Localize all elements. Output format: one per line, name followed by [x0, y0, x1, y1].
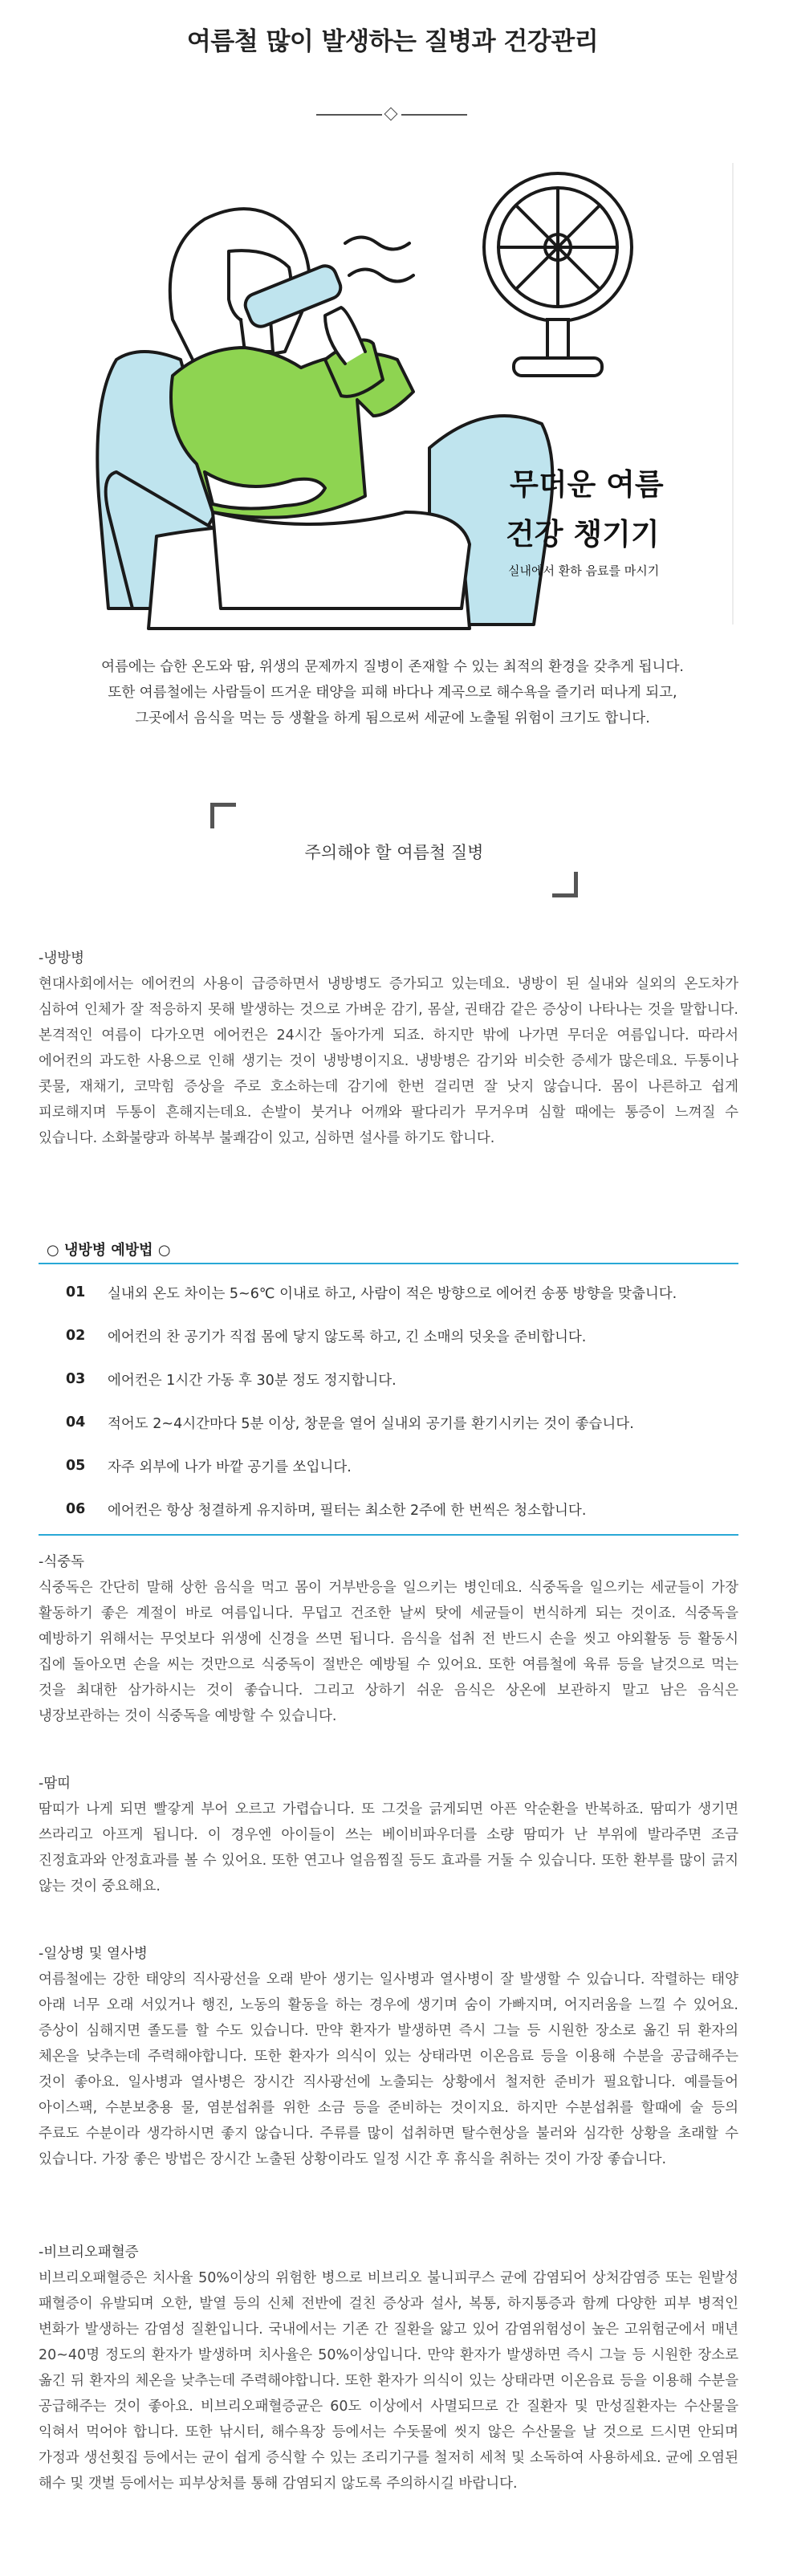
section-body: 비브리오패혈증은 치사율 50%이상의 위험한 병으로 비브리오 불니피쿠스 균에 감염되어 상처감염증 또는 원발성 패혈증이 유발되며 오한, 발열 등의 신체 전반에 걸친 증상과 설사, 복통, 하지통증과 함께 다양한 피부 병적인 변화가 발생하는 감염성 질환입니다. 국내에서는 기존 간 질환을 앓고 있어 감염위험성이 높은 고위험군에서 매년 20~40명 정도의 환자가 발생하며 치사율은 50%이상입니다. 만약 환자가 발생하면 즉시 그늘 등 시원한 장소로 옮긴 뒤 환자의 체온을 낮추는데 주력해야합니다. 또한 환자가 의식이 있는 상태라면 이온음료 등을 이용해 수분을 공급해주는 것이 좋아요. 비브리오패혈증균은 60도 이상에서 사멸되므로 간 질환자 및 만성질환자는 수산물을 익혀서 먹어야 합니다. 또한 낚시터, 해수욕장 등에서는 수돗물에 씻지 않은 수산물을 날 것으로 드시면 안되며 가정과 생선횟집 등에서는 균이 쉽게 증식할 수 있는 조리기구를 철저히 세척 및 소독하여 사용하세요. 균에 오염된 해수 및 갯벌 등에서는 피부상처를 통해 감염되지 않도록 주의하시길 바랍니다.: [39, 2270, 738, 2492]
section-body: 땀띠가 나게 되면 빨갛게 부어 오르고 가렵습니다. 또 그것을 긁게되면 아픈 악순환을 반복하죠. 땀띠가 생기면 쓰라리고 아프게 됩니다. 이 경우엔 아이들이 쓰는 베이비파우더를 소량 땀띠가 난 부위에 발라주면 조금 진정효과와 안정효과를 볼 수 있어요. 또한 연고나 얼음찜질 등도 효과를 거둘 수 있습니다. 또한 환부를 많이 긁지 않는 것이 중요해요.: [39, 1801, 738, 1894]
item-text: 자주 외부에 나가 바깥 공기를 쏘입니다.: [108, 1459, 352, 1475]
section-food-poisoning: [39, 1549, 738, 1729]
section-vibrio: [39, 2240, 738, 2497]
item-text: 에어컨은 1시간 가동 후 30분 정도 정지합니다.: [108, 1372, 397, 1389]
bracket-corner-top-left: [210, 803, 236, 828]
section-sunstroke: [39, 1941, 738, 2172]
item-text: 에어컨은 항상 청결하게 유지하며, 필터는 최소한 2주에 한 번씩은 청소합니다.: [108, 1502, 587, 1519]
page-title: 여름철 많이 발생하는 질병과 건강관리: [186, 27, 599, 56]
title-divider: [316, 108, 467, 120]
prevention-title: ○ 냉방병 예방법 ○: [47, 1242, 171, 1259]
section-title: -식중독: [39, 1554, 85, 1570]
list-item: [39, 1401, 738, 1444]
bracket-corner-bottom-right: [552, 872, 578, 897]
section-body: 여름철에는 강한 태양의 직사광선을 오래 받아 생기는 일사병과 열사병이 잘 발생할 수 있습니다. 작렬하는 태양 아래 너무 오래 서있거나 행진, 노동의 활동을 하는 경우에 생기며 숨이 가빠지며, 어지러움을 느낄 수 있어요. 증상이 심해지면 졸도를 할 수도 있습니다. 만약 환자가 발생하면 즉시 그늘 등 시원한 장소로 옮긴 뒤 환자의 체온을 낮추는데 주력해야합니다. 또한 환자가 의식이 있는 상태라면 이온음료 등을 이용해 수분을 공급해주는 것이 좋아요. 일사병과 열사병은 장시간 직사광선에 노출되는 상황에서 철저한 준비가 필요합니다. 예를들어 아이스팩, 수분보충용 물, 염분섭취를 위한 소금 등을 준비하는 것이지요. 하지만 수분섭취를 할때에 술 등의 주료도 수분이라 생각하시면 좋지 않습니다. 주류를 많이 섭취하면 탈수현상을 불러와 심각한 상황을 초래할 수 있습니다. 가장 좋은 방법은 장시간 노출된 상황이라도 일정 시간 후 휴식을 취하는 것이 가장 좋습니다.: [39, 1972, 738, 2167]
intro-line: 그곳에서 음식을 먹는 등 생활을 하게 됨으로써 세균에 노출될 위험이 크기도 합니다.: [135, 710, 650, 726]
section-title: -비브리오패혈증: [39, 2244, 139, 2261]
section-body: 식중독은 간단히 말해 상한 음식을 먹고 몸이 거부반응을 일으키는 병인데요. 식중독을 일으키는 세균들이 가장 활동하기 좋은 계절이 바로 여름입니다. 무덥고 건조한 날씨 탓에 세균들이 번식하게 되는 것이죠. 식중독을 예방하기 위해서는 무엇보다 위생에 신경을 쓰면 됩니다. 음식을 섭취 전 반드시 손을 씻고 야외활동 등 활동시 집에 돌아오면 손을 씨는 것만으로 식중독이 절반은 예방될 수 있어요. 또한 여름철에 육류 등을 날것으로 먹는 것을 최대한 삼가하시는 것이 좋습니다. 그리고 상하기 쉬운 음식은 상온에 보관하지 말고 남은 음식은 냉장보관하는 것이 식중독을 예방할 수 있습니다.: [39, 1580, 738, 1724]
list-item: [39, 1357, 738, 1401]
section-cold: [39, 946, 738, 1151]
list-item: [39, 1487, 738, 1531]
divider-diamond-icon: [384, 108, 398, 121]
hero-text-line1: 무더운 여름: [510, 467, 664, 502]
section-title: -일상병 및 열사병: [39, 1946, 148, 1962]
intro-paragraph: [48, 654, 737, 731]
prevention-list: [39, 1263, 738, 1536]
intro-line: 여름에는 습한 온도와 땀, 위생의 문제까지 질병이 존재할 수 있는 최적의 환경을 갖추게 됩니다.: [101, 659, 684, 675]
item-text: 실내외 온도 차이는 5~6℃ 이내로 하고, 사람이 적은 방향으로 에어컨 송풍 방향을 맞춥니다.: [108, 1285, 677, 1302]
section-body: 현대사회에서는 에어컨의 사용이 급증하면서 냉방병도 증가되고 있는데요. 냉방이 된 실내와 실외의 온도차가 심하여 인체가 잘 적응하지 못해 발생하는 것으로 가벼운 감기, 몸살, 권태감 같은 증상이 나타나는 것을 말합니다. 본격적인 여름이 다가오면 에어컨은 24시간 돌아가게 되죠. 하지만 밖에 나가면 무더운 여름입니다. 따라서 에어컨의 과도한 사용으로 인해 생기는 것이 냉방병이지요. 냉방병은 감기와 비슷한 증세가 많은데요. 두통이나 콧물, 재채기, 코막힘 증상을 주로 호소하는데 감기에 한번 걸리면 잘 낫지 않습니다. 몸이 나른하고 쉽게 피로해지며 두통이 흔해지는데요. 손발이 붓거나 어깨와 팔다리가 무거우며 심할 때에는 통증이 느껴질 수 있습니다. 소화불량과 하복부 불쾌감이 있고, 심하면 설사를 하기도 합니다.: [39, 976, 738, 1146]
item-number: 02: [66, 1328, 86, 1344]
intro-line: 또한 여름철에는 사람들이 뜨거운 태양을 피해 바다나 계곡으로 해수욕을 즐기러 떠나게 되고,: [108, 685, 677, 701]
item-text: 에어컨의 찬 공기가 직접 몸에 닿지 않도록 하고, 긴 소매의 덧옷을 준비합니다.: [108, 1329, 587, 1345]
section-title: -땀띠: [39, 1776, 71, 1792]
diseases-heading: 주의해야 할 여름철 질병: [304, 843, 484, 862]
hero-illustration: [84, 159, 750, 636]
hero-text-line3: 실내에서 환하 음료를 마시기: [508, 564, 660, 578]
item-number: 05: [66, 1458, 86, 1474]
divider-line-left: [316, 114, 382, 116]
diseases-heading-box: [210, 803, 578, 897]
list-item: [39, 1314, 738, 1357]
item-text: 적어도 2~4시간마다 5분 이상, 창문을 열어 실내외 공기를 환기시키는 것이 좋습니다.: [108, 1415, 634, 1432]
item-number: 01: [66, 1284, 86, 1300]
item-number: 03: [66, 1371, 86, 1387]
section-heat-rash: [39, 1771, 738, 1899]
divider-line-right: [401, 114, 467, 116]
list-item: [39, 1271, 738, 1314]
hero-text-line2: 건강 챙기기: [506, 517, 660, 551]
section-title: -냉방병: [39, 950, 85, 967]
list-item: [39, 1444, 738, 1487]
item-number: 04: [66, 1414, 86, 1430]
item-number: 06: [66, 1501, 86, 1517]
